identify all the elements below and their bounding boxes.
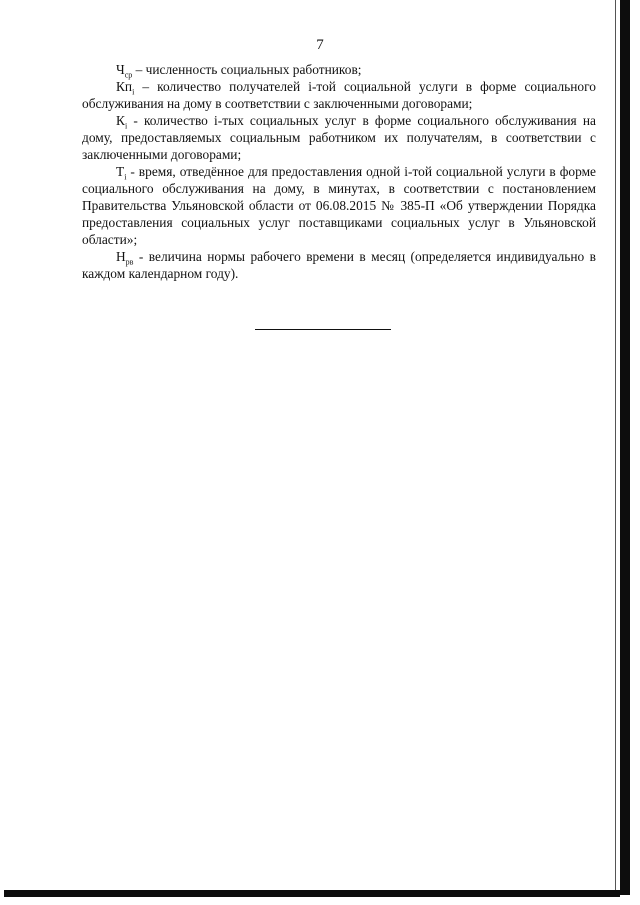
definition-item (82, 61, 596, 78)
closing-divider (255, 329, 391, 330)
definition-item (82, 248, 596, 282)
definition-term (116, 164, 127, 182)
scan-edge-right (620, 0, 630, 895)
term-symbol: Т (116, 164, 125, 179)
definition-text: – количество получателей i-той социальной услуги в форме социального обслуживания на дому в соответствии с заключенными договорами; (82, 79, 596, 111)
definition-text: - время, отведённое для предоставления одной i-той социальной услуги в форме социального обслуживания на дому, в минутах, в соответствии с постановлением Правительства Ульяновской области от 06.08.2015 № 385-П «Об утверждении Порядка предоставления социальных услуг поставщиками социальных услуг в Ульяновской области»; (82, 164, 596, 247)
definitions-list (82, 61, 596, 282)
definition-term (116, 113, 128, 131)
term-symbol: К (116, 113, 125, 128)
definition-term (116, 249, 134, 267)
definition-term (116, 62, 133, 80)
page-number: 7 (316, 37, 324, 53)
term-subscript: ср (124, 70, 133, 80)
scan-edge-line (615, 0, 616, 890)
term-subscript: i (132, 87, 135, 97)
definition-item (82, 78, 596, 112)
definition-text: - количество i-тых социальных услуг в форме социального обслуживания на дому, предоставляемых социальным работником их получателям, в соответствии с заключенными договорами; (82, 113, 596, 162)
term-symbol: Ч (116, 62, 125, 77)
definition-item (82, 163, 596, 248)
definition-term (116, 79, 135, 97)
scan-edge-bottom (4, 890, 620, 897)
term-symbol: Кп (116, 79, 133, 94)
term-subscript: i (124, 121, 128, 131)
definition-item (82, 112, 596, 163)
definition-text: - величина нормы рабочего времени в месяц (определяется индивидуально в каждом календарном году). (82, 249, 596, 281)
definition-text: – численность социальных работников; (132, 62, 362, 77)
term-symbol: Н (116, 249, 126, 264)
term-subscript: i (124, 172, 127, 182)
term-subscript: рв (125, 257, 134, 267)
